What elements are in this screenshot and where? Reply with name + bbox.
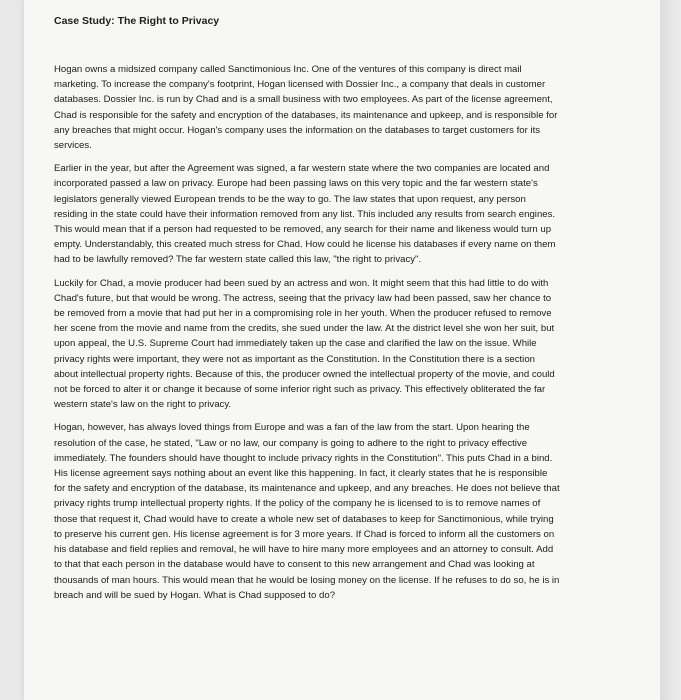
paragraph-3: Luckily for Chad, a movie producer had been sued by an actress and won. It might seem that this had little to do with Chad's future, but that would be wrong. The actress, seeing that the privacy law had been passed, saw her chance to be removed from a movie that had put her in a compromising role in her youth. When the producer refused to remove her scene from the movie and name from the credits, she sued under the law. At the district level she won her suit, but upon appeal, the U.S. Supreme Court had immediately taken up the case and clarified the law on the issue. While privacy rights were important, they were not as important as the Constitution. In the Constitution there is a section about intellectual property rights. Because of this, the producer owned the intellectual property of the movie, and could not be forced to alter it or change it because of some inferior right such as privacy. This effectively obliterated the far western state's law on the right to privacy. bbox=[54, 277, 555, 411]
document-body bbox=[54, 62, 560, 611]
page-edge bbox=[660, 0, 681, 700]
paragraph-2: Earlier in the year, but after the Agreement was signed, a far western state where the two companies are located and incorporated passed a law on privacy. Europe had been passing laws on this very topic and the far western state's legislators generally viewed European trends to be the way to go. The law states that upon request, any person residing in the state could have their information removed from any list. This included any results from search engines. This would mean that if a person had requested to be removed, any search for their name and likeness would turn up empty. Understandably, this created much stress for Chad. How could he license his databases if every name on them had to be lawfully removed? The far western state called this law, "the right to privacy". bbox=[54, 163, 556, 266]
paragraph-1: Hogan owns a midsized company called Sanctimonious Inc. One of the ventures of this company is direct mail marketing. To increase the company's footprint, Hogan licensed with Dossier Inc., a company that deals in customer databases. Dossier Inc. is run by Chad and is a small business with two employees. As part of the license agreement, Chad is responsible for the safety and encryption of the databases, its maintenance and upkeep, and is responsible for any breaches that might occur. Hogan's company uses the information on the databases to target customers for its services. bbox=[54, 64, 558, 152]
paragraph-4: Hogan, however, has always loved things from Europe and was a fan of the law from the start. Upon hearing the resolution of the case, he stated, "Law or no law, our company is going to adhere to the right to privacy effective immediately. The founders should have thought to include privacy rights in the Constitution". This puts Chad in a bind. His license agreement says nothing about an event like this happening. In fact, it clearly states that he is responsible for the safety and encryption of the database, its maintenance and upkeep, and any breaches. He does not believe that privacy rights trump intellectual property rights. If the policy of the company he is licensed to is to remove names of those that request it, Chad would have to create a whole new set of databases to keep for Sanctimonious, while trying to preserve his current gen. His license agreement is for 3 more years. If Chad is forced to inform all the customers on his database and field replies and removal, he will have to hire many more employees and an attorney to consult. Add to that that each person in the database would have to consent to this new arrangement and Chad was looking at thousands of man hours. This would mean that he would be losing money on the license. If he refuses to do so, he is in breach and will be sued by Hogan. What is Chad supposed to do? bbox=[54, 422, 560, 601]
document-title: Case Study: The Right to Privacy bbox=[54, 15, 220, 27]
